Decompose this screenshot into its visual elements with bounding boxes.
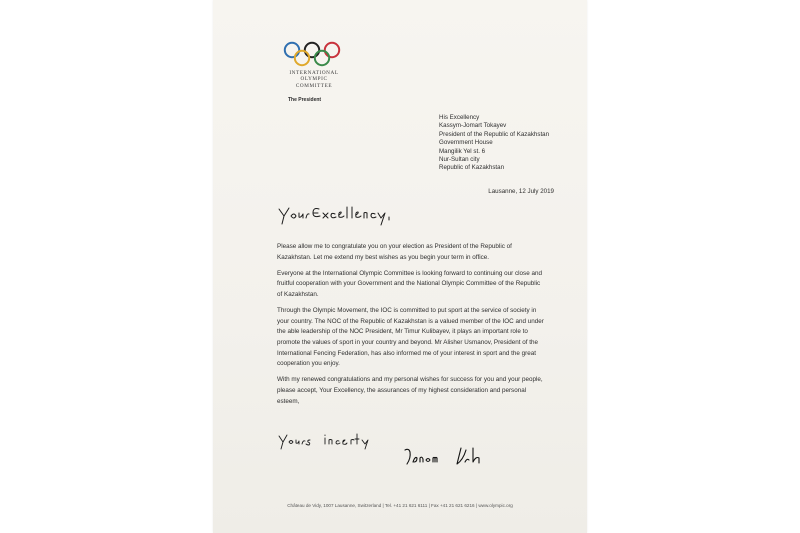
address-line: His Excellency [439, 114, 480, 121]
body-paragraph: With my renewed congratulations and my personal wishes for success for you and your people, please accept, Your Excellency, the assurances of my highest consideration and personal esteem, [277, 376, 543, 405]
body-paragraph: Please allow me to congratulate you on your election as President of the Republic of Kazakhstan. Let me extend my best wishes as you begin your term in office. [277, 243, 512, 261]
address-line: Nur-Sultan city [439, 156, 480, 164]
olympic-rings-icon [283, 40, 341, 70]
sender-title: The President [288, 97, 322, 103]
letter-paper [213, 0, 587, 533]
handwritten-signature [403, 444, 495, 470]
org-name-line: OLYMPIC [300, 76, 328, 83]
address-line: President of the Republic of Kazakhstan [439, 130, 550, 138]
handwritten-closing [277, 433, 387, 451]
body-paragraph: Everyone at the International Olympic Committee is looking forward to continuing our close and fruitful cooperation with your Government and the National Olympic Committee of the Republic of Kazakhstan. [277, 269, 542, 298]
org-name-line: INTERNATIONAL [289, 70, 339, 76]
letter-body [277, 242, 547, 413]
address-line: Government House [439, 139, 493, 147]
letter-footer: Château de Vidy, 1007 Lausanne, Switzerland | Tel. +41 21 621 6111 | Fax +41 21 621 6216 | www.olympic.org [287, 503, 513, 508]
org-name-line: COMMITTEE [295, 82, 333, 89]
address-line: Republic of Kazakhstan [439, 164, 505, 172]
address-line: Kassym-Jomart Tokayev [439, 122, 507, 130]
handwritten-salutation [277, 203, 427, 227]
address-line: Mangilik Yel st. 6 [439, 147, 486, 155]
letter-date: Lausanne, 12 July 2019 [488, 188, 554, 195]
recipient-address [439, 114, 579, 173]
body-paragraph: Through the Olympic Movement, the IOC is committed to put sport at the service of society in your country. The NOC of the Republic of Kazakhstan is a valued member of the IOC and under the able leadership of the NOC President, Mr Timur Kulibayev, it plays an important role to promote the values of sport in your country and beyond. Mr Alisher Usmanov, President of the International Fencing Federation, has also informed me of your interest in sport and the great cooperation you enjoy. [277, 307, 544, 368]
organization-name [279, 70, 349, 89]
